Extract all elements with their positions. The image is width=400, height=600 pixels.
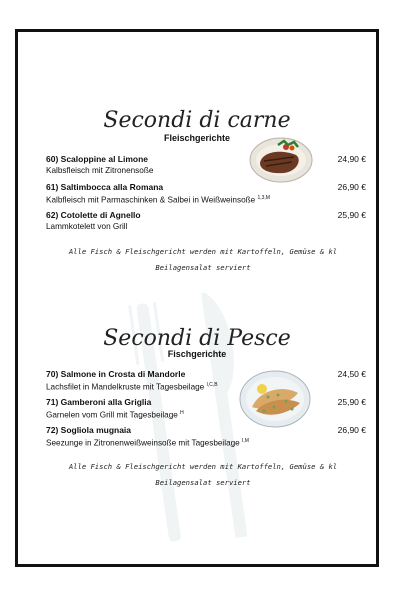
item-name: 71) Gamberoni alla Griglia — [46, 397, 152, 407]
allergen-codes: I,M — [242, 438, 249, 444]
section-title-fish: Secondi di Pesce — [103, 326, 291, 351]
menu-item — [46, 154, 366, 176]
serving-note: Alle Fisch & Fleischgericht werden mit Kartoffeln, Gemüse & kl Beilagensalat serviert — [68, 247, 338, 272]
serving-note: Alle Fisch & Fleischgericht werden mit Kartoffeln, Gemüse & kl Beilagensalat serviert — [68, 462, 338, 487]
allergen-codes: H — [180, 410, 184, 416]
item-name: 62) Cotolette di Agnello — [46, 210, 141, 220]
item-description: Seezunge in Zitronenweißweinsoße mit Tagesbeilage $^{I,M}$ — [46, 438, 249, 448]
item-name: 60) Scaloppine al Limone — [46, 154, 149, 164]
menu-item — [46, 425, 366, 449]
section-title-meat: Secondi di carne — [103, 108, 291, 133]
item-name: 72) Sogliola mugnaia — [46, 425, 132, 435]
item-price: 26,90 € — [337, 182, 366, 192]
item-price: 25,90 € — [337, 210, 366, 220]
item-price: 24,50 € — [337, 369, 366, 379]
section-subtitle-fish: Fischgerichte — [167, 349, 227, 359]
allergen-codes: I,C,B — [206, 382, 218, 388]
menu-item — [46, 397, 366, 421]
item-description: Kalbsfleisch mit Zitronensoße — [46, 166, 154, 175]
menu-item — [46, 369, 366, 393]
item-name: 70) Salmone in Crosta di Mandorle — [46, 369, 186, 379]
menu-page — [15, 29, 379, 567]
allergen-codes: 1,3,M — [257, 195, 270, 201]
item-description: Lachsfilet in Mandelkruste mit Tagesbeilage $^{I,C,B}$ — [46, 382, 218, 392]
item-name: 61) Saltimbocca alla Romana — [46, 182, 164, 192]
menu-item — [46, 210, 366, 232]
item-description: Kalbfleisch mit Parmaschinken & Salbei in Weißweinsoße $^{1,3,M}$ — [46, 195, 270, 205]
item-price: 24,90 € — [337, 154, 366, 164]
item-description: Garnelen vom Grill mit Tagesbeilage $^H$ — [46, 410, 184, 420]
section-subtitle-meat: Fleischgerichte — [163, 133, 231, 143]
item-description: Lammkotelett von Grill — [46, 222, 128, 231]
menu-item — [46, 182, 366, 206]
item-price: 26,90 € — [337, 425, 366, 435]
item-price: 25,90 € — [337, 397, 366, 407]
